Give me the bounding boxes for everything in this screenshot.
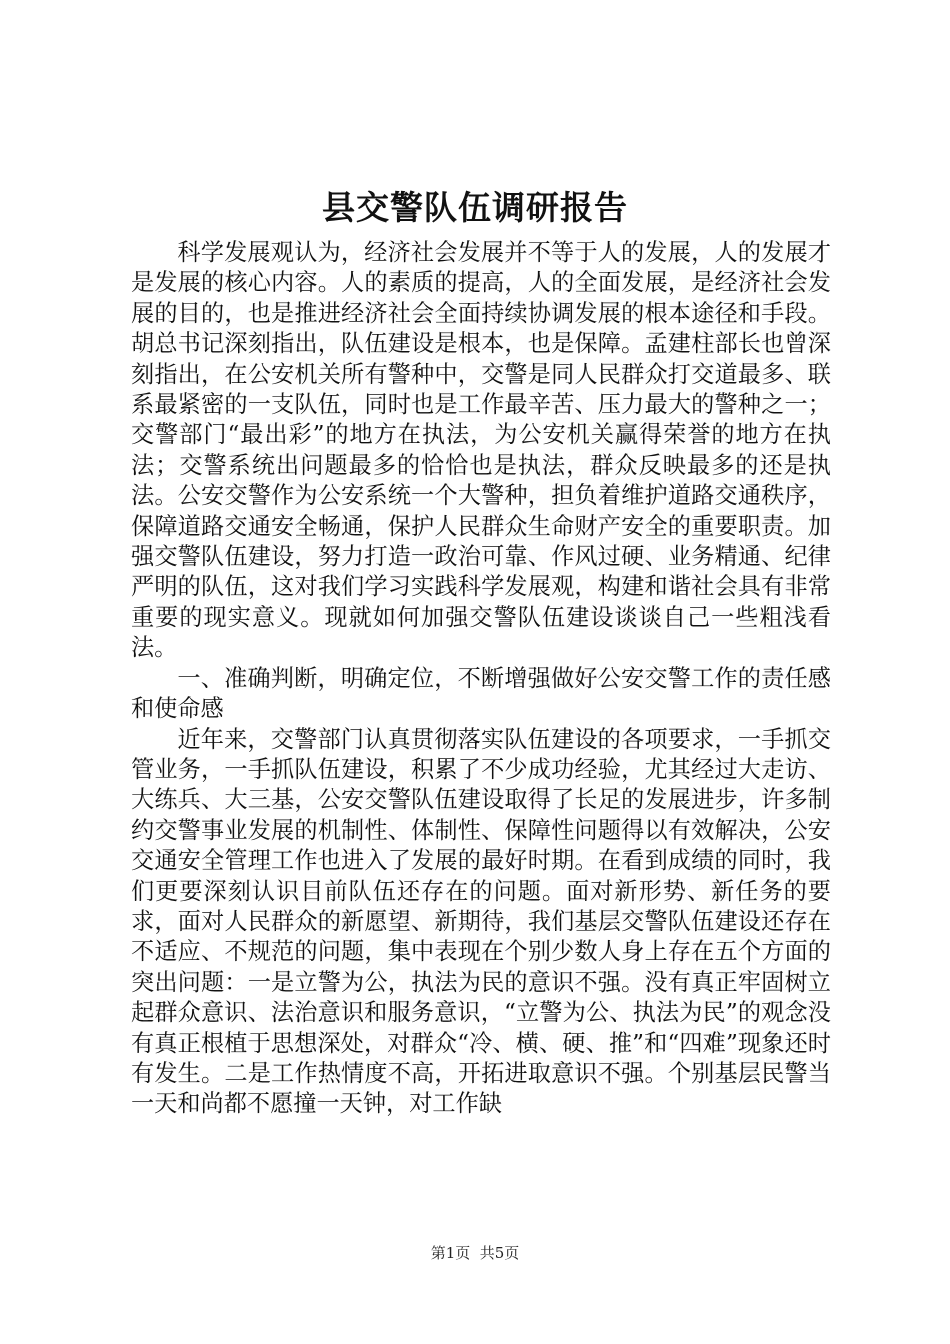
page-number: 第1页 共5页	[430, 1244, 520, 1262]
paragraph-heading-1: 一、准确判断，明确定位，不断增强做好公安交警工作的责任感和使命感	[131, 664, 831, 723]
paragraph-recent-years: 近年来，交警部门认真贯彻落实队伍建设的各项要求，一手抓交管业务，一手抓队伍建设，积累了不少成功经验，尤其经过大走访、大练兵、大三基，公安交警队伍建设取得了长足的发展进步，许多制约交警事业发展的机制性、体制性、保障性问题得以有效解决，公安交通安全管理工作也进入了发展的最好时期。在看到成绩的同时，我们更要深刻认识目前队伍还存在的问题。面对新形势、新任务的要求，面对人民群众的新愿望、新期待，我们基层交警队伍建设还存在不适应、不规范的问题，集中表现在个别少数人身上存在五个方面的突出问题：一是立警为公，执法为民的意识不强。没有真正牢固树立起群众意识、法治意识和服务意识，“立警为公、执法为民”的观念没有真正根植于思想深处，对群众“冷、横、硬、推”和“四难”现象还时有发生。二是工作热情度不高，开拓进取意识不强。个别基层民警当一天和尚都不愿撞一天钟，对工作缺	[131, 725, 831, 1118]
document-title: 县交警队伍调研报告	[322, 188, 628, 227]
page-footer	[0, 1243, 950, 1263]
paragraph-intro: 科学发展观认为，经济社会发展并不等于人的发展，人的发展才是发展的核心内容。人的素质的提高，人的全面发展，是经济社会发展的目的，也是推进经济社会全面持续协调发展的根本途径和手段。胡总书记深刻指出，队伍建设是根本，也是保障。孟建柱部长也曾深刻指出，在公安机关所有警种中，交警是同人民群众打交道最多、联系最紧密的一支队伍，同时也是工作最辛苦、压力最大的警种之一；交警部门“最出彩”的地方在执法，为公安机关赢得荣誉的地方在执法；交警系统出问题最多的恰恰也是执法，群众反映最多的还是执法。公安交警作为公安系统一个大警种，担负着维护道路交通秩序，保障道路交通安全畅通，保护人民群众生命财产安全的重要职责。加强交警队伍建设，努力打造一政治可靠、作风过硬、业务精通、纪律严明的队伍，这对我们学习实践科学发展观，构建和谐社会具有非常重要的现实意义。现就如何加强交警队伍建设谈谈自己一些粗浅看法。	[131, 239, 831, 662]
document-body	[131, 238, 831, 1120]
